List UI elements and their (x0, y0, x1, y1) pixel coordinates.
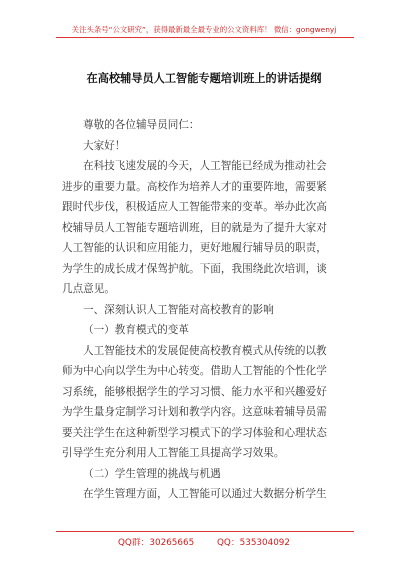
body-line: 跟时代步伐，积极适应人工智能带来的变革。举办此次高 (62, 201, 327, 213)
body-line: 在科技飞速发展的今天，人工智能已经成为推动社会 (83, 160, 327, 172)
body-line: 几点意见。 (62, 283, 115, 295)
body-line: 为学生量身定制学习计划和教学内容。这意味着辅导员需 (62, 406, 327, 418)
footer-qq-group: QQ群：30265665 (117, 538, 195, 548)
greeting-line: 大家好！ (83, 139, 126, 152)
header-divider (56, 37, 354, 38)
body-text (62, 115, 352, 505)
body-line: 师为中心向以学生为中心转变。借助人工智能的个性化学 (62, 365, 327, 377)
body-line: 在学生管理方面，人工智能可以通过大数据分析学生 (83, 488, 327, 500)
body-line: 人工智能技术的发展促使高校教育模式从传统的以教 (83, 344, 327, 357)
subsection-heading: （二）学生管理的挑战与机遇 (83, 467, 221, 480)
body-line: 习系统，能够根据学生的学习习惯、能力水平和兴趣爱好 (62, 385, 327, 398)
body-line: 人工智能的认识和应用能力，更好地履行辅导员的职责， (62, 242, 327, 254)
body-line: 进步的重要力量。高校作为培养人才的重要阵地，需要紧 (62, 180, 327, 193)
body-line: 为学生的成长成才保驾护航。下面，我围绕此次培训，谈 (62, 262, 327, 275)
section-heading: 一、深刻认识人工智能对高校教育的影响 (83, 303, 274, 316)
header-banner: 关注头条号“公文研究”，获得最新最全最专业的公文资料库！ 微信：gongwenyj (71, 25, 337, 34)
body-line: 校辅导员人工智能专题培训班，目的就是为了提升大家对 (62, 221, 327, 234)
footer-divider (56, 531, 354, 532)
body-line: 要关注学生在这种新型学习模式下的学习体验和心理状态 (62, 426, 327, 439)
body-line: 引导学生充分利用人工智能工具提高学习效果。 (62, 447, 285, 459)
footer-qq: QQ：535304092 (216, 538, 291, 548)
document-title: 在高校辅导员人工智能专题培训班上的讲话提纲 (86, 72, 322, 85)
subsection-heading: （一）教育模式的变革 (83, 324, 189, 336)
salutation-line: 尊敬的各位辅导员同仁： (83, 119, 200, 131)
footer-contact (0, 535, 408, 548)
